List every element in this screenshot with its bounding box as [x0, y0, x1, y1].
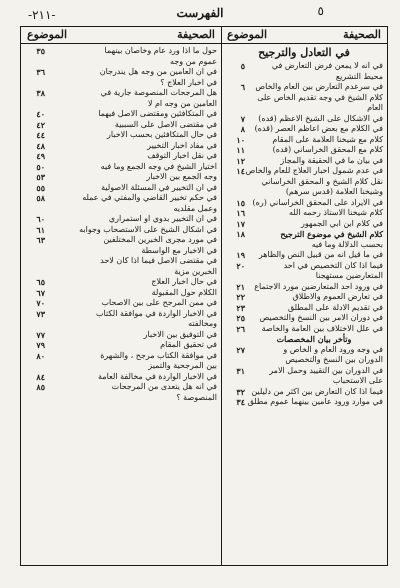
index-entry: [225, 166, 383, 177]
entry-topic: في ما قيل انه من قبيل النص والظاهر: [258, 250, 383, 259]
entry-topic: وعمل مقلديه: [173, 203, 217, 213]
entry-topic: العامين من وجه ام لا: [147, 98, 217, 108]
entry-page-number: ١٧: [236, 218, 245, 229]
entry-topic: في الاشكال على الشيخ الاعظم (قده): [258, 113, 383, 123]
entry-page-number: ٣٢: [236, 386, 245, 397]
entry-topic: الخبرين مزية: [174, 266, 217, 276]
entry-topic: في المتكافئين ومقتضى الاصل فيهما: [98, 109, 217, 118]
entry-topic: المتعارضين مستهجنا: [315, 271, 383, 280]
entry-topic: في حال المتكافئين بحسب الاخبار: [107, 130, 217, 139]
index-entry: [25, 109, 217, 120]
entry-topic: في موارد ورود عامين بينهما عموم مطلق: [247, 397, 383, 406]
entry-page-number: ٥٨: [36, 193, 45, 203]
index-entry: [25, 340, 217, 351]
index-entry: [25, 393, 217, 404]
entry-page-number: ٦٠: [36, 214, 45, 224]
index-entry: [25, 319, 217, 330]
entry-page-number: ٤٢: [36, 119, 45, 130]
entry-topic: في الاخبار مع الواسطة: [141, 245, 217, 255]
right-column: [221, 27, 387, 565]
entry-page-number: ٧٠: [36, 298, 45, 308]
index-entry: [225, 61, 383, 72]
entry-topic: في ان التخيير بدوي او استمراري: [108, 214, 217, 223]
entry-topic: كلام شيخنا الاستاذ رحمه الله: [288, 208, 383, 217]
index-entry: [225, 156, 383, 167]
index-entry: [25, 88, 217, 99]
index-entry: [225, 282, 383, 293]
entry-page-number: ٧: [240, 113, 245, 124]
entry-page-number: ١١: [236, 145, 245, 155]
left-column: [21, 27, 221, 565]
index-entry: [225, 198, 383, 209]
entry-page-number: ٣٨: [36, 88, 45, 98]
entry-topic: في التوفيق بين الاخبار: [143, 329, 217, 339]
entry-page-number: ٥٠: [36, 161, 45, 172]
index-table: [20, 26, 388, 566]
entry-page-number: ٧٧: [36, 329, 45, 340]
index-entry: [25, 214, 217, 225]
entry-page-number: ٨٥: [36, 382, 45, 392]
entry-topic: في ان العامين من وجه هل يندرجان: [99, 67, 217, 76]
entry-list: [25, 46, 217, 403]
entry-topic: وتأخر بيان المخصصات: [276, 334, 352, 344]
entry-topic: في مقتضى الاصل فيما اذا كان لاحد: [100, 256, 217, 265]
entry-topic: في اخبار العلاج ؟: [160, 77, 217, 87]
entry-topic: في مفاد اخبار التخيير: [147, 140, 217, 150]
entry-page-number: ٢٣: [236, 302, 245, 313]
entry-topic: بحسب الدلالة وما فيه: [311, 239, 383, 249]
index-entry: [225, 124, 383, 135]
entry-topic: في انه لا يمعن فرض التعارض في: [271, 61, 383, 70]
entry-page-number: ١٦: [236, 208, 245, 218]
index-entry: [225, 135, 383, 146]
index-entry: [25, 256, 217, 267]
index-entry: [225, 82, 383, 93]
entry-topic: في الكلام مع بعض اعاظم العصر (قده): [254, 124, 383, 133]
entry-topic: الكلام حول المقبولة: [151, 287, 217, 297]
entry-page-number: ٧٣: [36, 308, 45, 319]
entry-page-number: ٣٤: [236, 397, 245, 407]
entry-page-number: ٨: [240, 124, 245, 134]
entry-page-number: ٦٣: [36, 235, 45, 245]
entry-topic: في ورود احد المتعارضين مورد الاجتماع: [254, 281, 383, 291]
index-entry: [225, 387, 383, 398]
entry-page-number: ٤٩: [36, 151, 45, 161]
index-entry: [25, 309, 217, 320]
index-entry: [225, 376, 383, 387]
entry-topic: في تقديم الادلة على المطلق: [287, 302, 383, 312]
column-header: [221, 27, 387, 44]
index-entry: [225, 208, 383, 219]
index-entry: [25, 183, 217, 194]
entry-topic: في حال اخبار العلاج: [151, 277, 217, 286]
index-entry: [25, 141, 217, 152]
index-entry: [25, 277, 217, 288]
page-header: [0, 0, 400, 22]
entry-topic: ومخالفته: [188, 319, 217, 328]
entry-topic: في مورد مجرى الخبرين المختلفين: [103, 235, 217, 244]
index-entry: [225, 345, 383, 356]
entry-topic: بين المرجحية والتميز: [148, 361, 217, 370]
entry-topic: وجه الجمع بين الاخبار: [146, 172, 217, 181]
entry-list: [225, 61, 383, 408]
entry-topic: في دوران الامر بين النسخ والتخصيص: [259, 313, 383, 322]
entry-page-number: ٣٥: [36, 46, 45, 56]
index-entry: [25, 99, 217, 110]
index-entry: [25, 151, 217, 162]
entry-topic: في انه هل يتعدى من المرجحات: [111, 382, 217, 391]
index-entry: [25, 372, 217, 383]
entry-topic: كلام الشيخ في موضوع الترجيح: [280, 229, 383, 239]
entry-page-number: ٤٨: [36, 140, 45, 151]
index-entry: [225, 72, 383, 83]
entry-topic: في تعارض العموم والاطلاق: [292, 292, 383, 301]
entry-page-number: ٣١: [236, 365, 245, 376]
index-entry: [25, 298, 217, 309]
index-entry: [225, 271, 383, 282]
entry-topic: في اشكال الشيخ على الاستصحاب وجوابه: [79, 224, 217, 234]
entry-topic: في موافقة الكتاب مرجح ، والشهرة: [100, 350, 217, 360]
entry-topic: هل المرجحات المنصوصة جارية في: [100, 88, 217, 97]
entry-topic: محيط التشريع: [335, 71, 383, 81]
entry-topic: في ممن المرجح على بين الاصحاب: [101, 298, 217, 307]
entry-topic: في الايراد على المحقق الخراساني (ره): [252, 197, 383, 207]
entry-topic: اختيار الشيخ في وجه الجمع وما فيه: [100, 161, 217, 171]
index-entry: [225, 397, 383, 408]
page-number-secondary: ٥: [317, 4, 324, 18]
entry-topic: المنصوصة ؟: [176, 392, 217, 402]
index-entry: [225, 219, 383, 230]
index-entry: [225, 261, 383, 272]
column-header: [21, 27, 221, 44]
index-entry: [25, 267, 217, 278]
entry-topic: في عدم شمول اخبار العلاج للعام والخاص: [245, 166, 383, 175]
entry-topic: في كلام ابن ابي الجمهور: [301, 218, 383, 228]
entry-page-number: ٢٧: [236, 344, 245, 355]
entry-page-number: ٥٣: [36, 172, 45, 182]
entry-topic: في نقل اخبار التوقف: [147, 151, 217, 160]
index-entry: [225, 292, 383, 303]
index-entry: [225, 366, 383, 377]
entry-page-number: ٣٦: [36, 67, 45, 77]
index-entry: [225, 145, 383, 156]
index-entry: [25, 57, 217, 68]
index-entry: [225, 303, 383, 314]
entry-page-number: ٦٥: [36, 277, 45, 287]
entry-topic: كلام مع شيخنا العلامة على المقام: [272, 134, 383, 144]
entry-topic: في ان التخيير في المسئلة الاصولية: [101, 182, 217, 192]
column-header-topic: الموضوع: [27, 28, 68, 41]
index-entry: [25, 235, 217, 246]
entry-page-number: ٧٩: [36, 340, 45, 350]
entry-topic: في الاخبار الواردة في مخالفة العامة: [98, 371, 217, 381]
entry-topic: كلام الشيخ في وجه تقديم الخاص على العام: [257, 92, 383, 112]
index-entry: [25, 120, 217, 131]
index-entry: [25, 130, 217, 141]
entry-page-number: ٨٤: [36, 371, 45, 382]
section-title: في التعادل والترجيح: [258, 46, 350, 59]
index-entry: [225, 187, 383, 198]
index-entry: [225, 324, 383, 335]
column-header-page: الصحيفة: [177, 28, 215, 41]
entry-topic: وشيخنا العلامة (قدس سرهم): [285, 187, 383, 196]
entry-page-number: ٥: [240, 61, 245, 71]
entry-page-number: ٢٥: [236, 313, 245, 323]
entry-topic: في بيان ما في الحقيقة والمجاز: [280, 155, 383, 165]
entry-topic: فيما اذا كان التعارض بين اكثر من دليلين: [251, 386, 383, 396]
entry-page-number: ٦: [240, 82, 245, 92]
index-entry: [225, 355, 383, 366]
index-entry: [25, 330, 217, 341]
index-entry: [25, 204, 217, 215]
index-entry: [25, 351, 217, 362]
index-entry: [25, 361, 217, 372]
entry-page-number: ٤٤: [36, 130, 45, 140]
entry-topic: في سرعدم التعارض بين العام والخاص: [255, 82, 383, 91]
index-entry: [25, 46, 217, 57]
entry-page-number: ٥٥: [36, 182, 45, 193]
entry-page-number: ١٠: [236, 134, 245, 145]
entry-topic: حول ما اذا ورد عام وخاصان بينهما: [104, 46, 217, 55]
entry-page-number: ٢٦: [236, 323, 245, 334]
entry-topic: الدوران بين النسخ والتخصيص: [285, 355, 383, 364]
entry-topic: نقل كلام الشيخ و المحقق الخراساني: [261, 176, 383, 186]
column-header-topic: الموضوع: [227, 28, 268, 41]
index-entry: [25, 78, 217, 89]
entry-page-number: ٦٧: [36, 287, 45, 298]
index-entry: [225, 177, 383, 188]
entry-topic: في مقتضى الاصل على السببية: [114, 119, 217, 129]
entry-page-number: ١٩: [236, 250, 245, 260]
index-entry: [225, 250, 383, 261]
entry-page-number: ٤٠: [36, 109, 45, 119]
index-entry: [25, 67, 217, 78]
index-entry: [25, 382, 217, 393]
entry-page-number: ١٨: [236, 229, 245, 239]
entry-topic: في الاخبار الواردة في موافقة الكتاب: [95, 308, 217, 318]
entry-topic: عموم من وجه: [169, 56, 217, 66]
entry-page-number: ٢٢: [236, 292, 245, 302]
page-number: -٢١١-: [28, 8, 56, 22]
index-entry: [225, 240, 383, 251]
entry-topic: في وجه ورود العام و الخاص و: [283, 344, 383, 354]
index-entry: [25, 288, 217, 299]
entry-topic: على الاستحباب: [332, 376, 383, 385]
index-entry: [25, 225, 217, 236]
entry-page-number: ٢٠: [236, 260, 245, 271]
index-entry: [225, 229, 383, 240]
entry-page-number: ١٢: [236, 155, 245, 166]
index-entry: [225, 334, 383, 345]
index-entry: [25, 193, 217, 204]
entry-topic: في الدوران بين التقييد وحمل الامر: [269, 365, 383, 375]
entry-topic: فيما اذا كان التخصيص في احد: [283, 260, 383, 270]
page-title: الفهرست: [176, 6, 224, 20]
index-entry: [25, 162, 217, 173]
entry-page-number: ١٥: [236, 197, 245, 208]
index-entry: [225, 313, 383, 324]
entry-page-number: ١٤: [236, 166, 245, 176]
index-entry: [25, 172, 217, 183]
index-entry: [225, 93, 383, 114]
index-entry: [225, 114, 383, 125]
entry-topic: في علل الاختلاف بين العامة والخاصة: [261, 323, 383, 333]
entry-topic: في حكم تخيير القاضي والمفتي في عمله: [82, 193, 217, 202]
column-header-page: الصحيفة: [343, 28, 381, 41]
entry-page-number: ٨٠: [36, 350, 45, 361]
entry-page-number: ٦١: [36, 224, 45, 235]
entry-topic: كلام مع المحقق الخراساني (قده): [272, 145, 383, 154]
entry-topic: في تحقيق المقام: [160, 340, 217, 349]
entry-page-number: ٢١: [236, 281, 245, 292]
index-entry: [25, 246, 217, 257]
